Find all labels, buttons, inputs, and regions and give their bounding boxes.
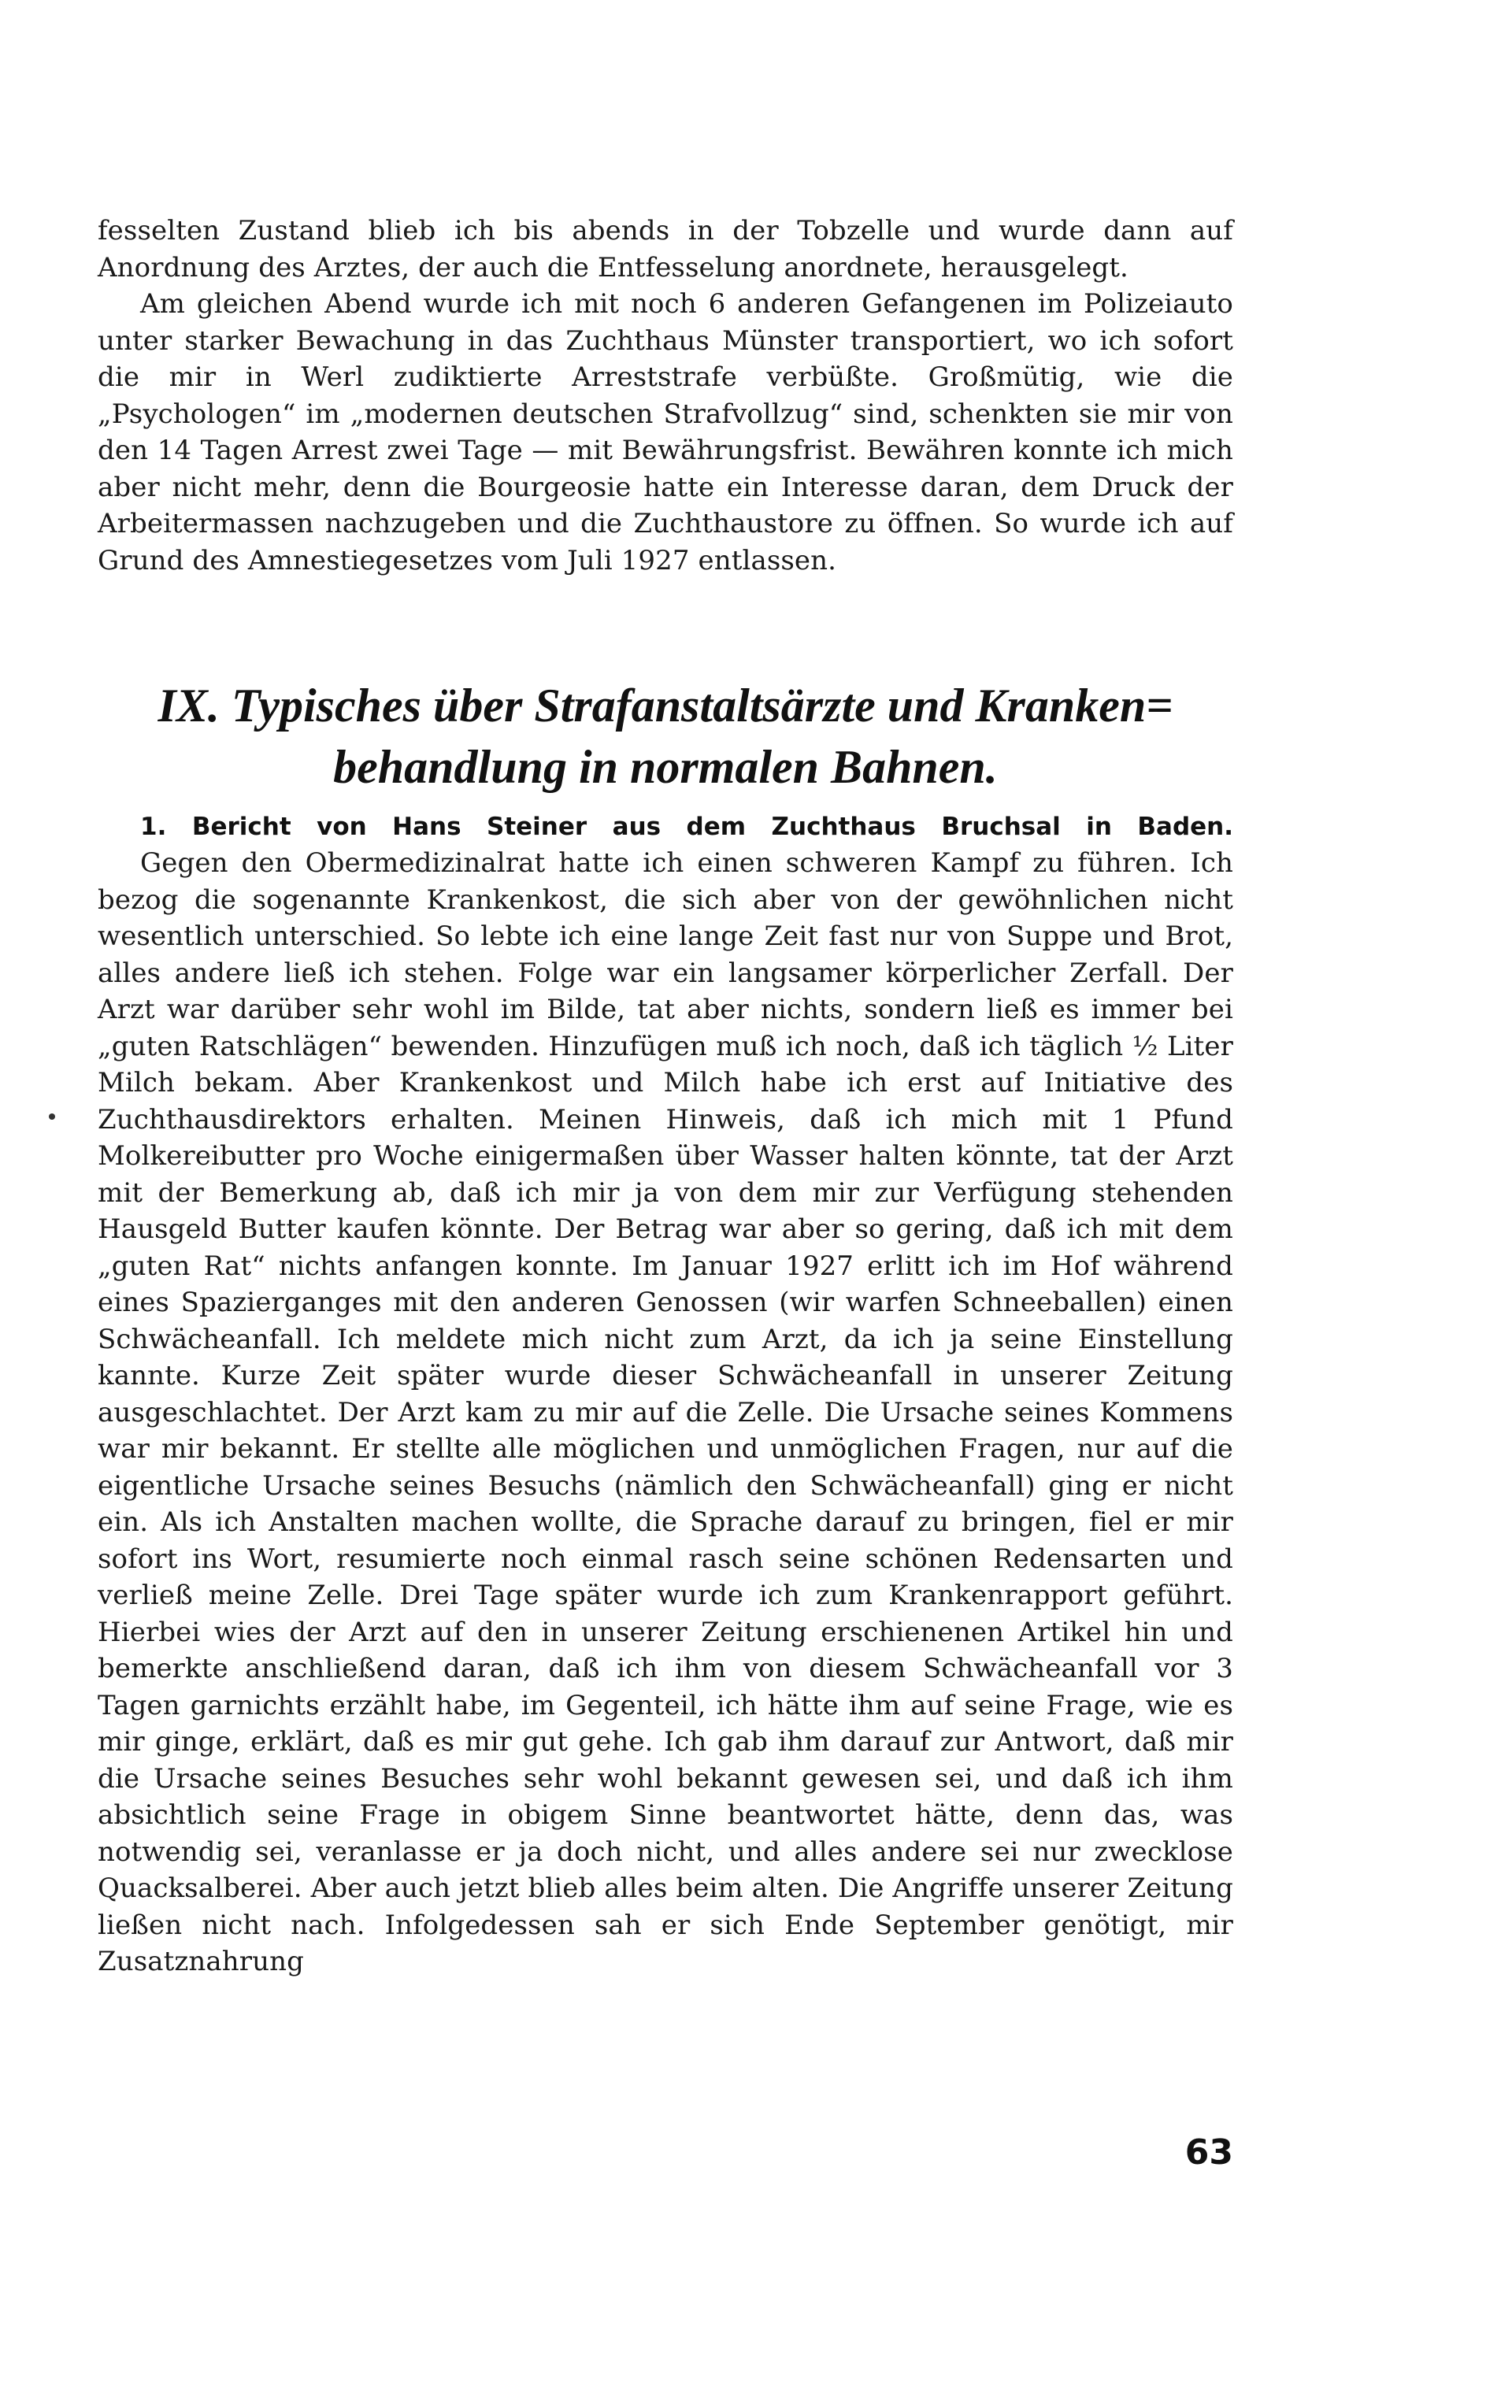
chapter-title-line-2: behandlung in normalen Bahnen. — [333, 741, 998, 793]
book-page — [98, 213, 1233, 1980]
page-number: 63 — [1184, 2132, 1233, 2173]
margin-mark — [49, 1113, 55, 1120]
body-paragraph: Gegen den Obermedizinalrat hatte ich einen schweren Kampf zu führen. Ich bezog die sogenannte Krankenkost, die sich aber von der gewöhnlichen nicht wesentlich unterschied. So lebte ich eine lange Zeit fast nur von Suppe und Brot, alles andere ließ ich stehen. Folge war ein langsamer körperlicher Zerfall. Der Arzt war darüber sehr wohl im Bilde, tat aber nichts, sondern ließ es immer bei „guten Ratschlägen“ bewenden. Hinzufügen muß ich noch, daß ich täglich ½ Liter Milch bekam. Aber Krankenkost und Milch habe ich erst auf Initiative des Zuchthausdirektors erhalten. Meinen Hinweis, daß ich mich mit 1 Pfund Molkereibutter pro Woche einigermaßen über Wasser halten könnte, tat der Arzt mit der Bemerkung ab, daß ich mir ja von dem mir zur Verfügung stehenden Hausgeld Butter kaufen könnte. Der Betrag war aber so gering, daß ich mit dem „guten Rat“ nichts anfangen konnte. Im Januar 1927 erlitt ich im Hof während eines Spazierganges mit den anderen Genossen (wir warfen Schneeballen) einen Schwächeanfall. Ich meldete mich nicht zum Arzt, da ich ja seine Einstellung kannte. Kurze Zeit später wurde dieser Schwächeanfall in unserer Zeitung ausgeschlachtet. Der Arzt kam zu mir auf die Zelle. Die Ursache seines Kommens war mir bekannt. Er stellte alle möglichen und unmöglichen Fragen, nur auf die eigentliche Ursache seines Besuchs (nämlich den Schwächeanfall) ging er nicht ein. Als ich Anstalten machen wollte, die Sprache darauf zu bringen, fiel er mir sofort ins Wort, resumierte noch einmal rasch seine schönen Redensarten und verließ meine Zelle. Drei Tage später wurde ich zum Krankenrapport geführt. Hierbei wies der Arzt auf den in unserer Zeitung erschienenen Artikel hin und bemerkte anschließend daran, daß ich ihm von diesem Schwächeanfall vor 3 Tagen garnichts erzählt habe, im Gegenteil, ich hätte ihm auf seine Frage, wie es mir ginge, erklärt, daß es mir gut gehe. Ich gab ihm darauf zur Antwort, daß mir die Ursache seines Besuches sehr wohl bekannt gewesen sei, und daß ich ihm absichtlich seine Frage in obigem Sinne beantwortet hätte, denn das, was notwendig sei, veranlasse er ja doch nicht, und alles andere sei nur zwecklose Quacksalberei. Aber auch jetzt blieb alles beim alten. Die Angriffe unserer Zeitung ließen nicht nach. Infolgedessen sah er sich Ende September genötigt, mir Zusatznahrung — [98, 847, 1233, 1977]
chapter-heading — [98, 675, 1233, 798]
intro-paragraph-2: Am gleichen Abend wurde ich mit noch 6 anderen Gefangenen im Polizeiauto unter starker Bewachung in das Zuchthaus Münster transportiert, wo ich sofort die mir in Werl zudiktierte Arreststrafe verbüßte. Großmütig, wie die „Psychologen“ im „modernen deutschen Strafvollzug“ sind, schenkten sie mir von den 14 Tagen Arrest zwei Tage — mit Bewährungsfrist. Bewähren konnte ich mich aber nicht mehr, denn die Bourgeosie hatte ein Interesse daran, dem Druck der Arbeitermassen nachzugeben und die Zuchthaustore zu öffnen. So wurde ich auf Grund des Amnestiegesetzes vom Juli 1927 entlassen. — [98, 288, 1233, 576]
chapter-title-line-1: IX. Typisches über Strafanstaltsärzte und Kranken= — [158, 680, 1173, 732]
intro-paragraph-1: fesselten Zustand blieb ich bis abends in der Tobzelle und wurde dann auf Anordnung des Arztes, der auch die Entfesselung anordnete, herausgelegt. — [98, 215, 1233, 283]
section-heading: 1. Bericht von Hans Steiner aus dem Zuchthaus Bruchsal in Baden. — [140, 813, 1233, 841]
